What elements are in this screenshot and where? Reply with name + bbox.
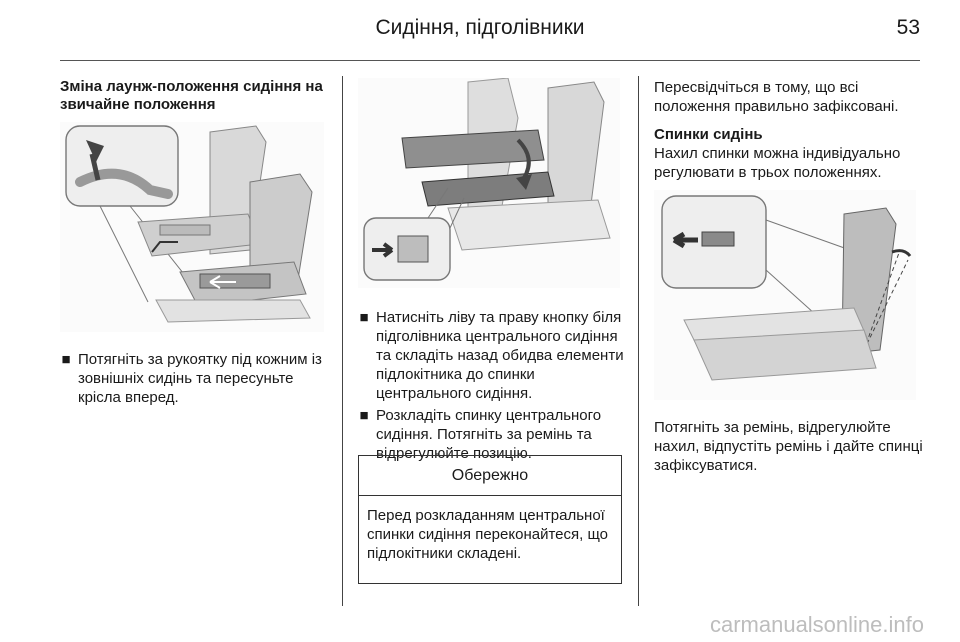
page-number: 53 <box>896 16 920 39</box>
column-2 <box>358 78 626 463</box>
bullet-marker: ■ <box>359 309 369 326</box>
caution-box <box>358 455 622 584</box>
body-paragraph: Нахил спинки можна індивідуально регулювати в трьох положеннях. <box>654 145 901 181</box>
list-item-text: Розкладіть спинку центрального сидіння. Потягніть за ремінь та відрегулюйте позицію. <box>376 407 602 462</box>
list-item-text: Потягніть за рукоятку під кожним із зовнішніх сидінь та пересуньте крісла вперед. <box>78 351 322 406</box>
list-item <box>60 350 332 407</box>
page-title: Сидіння, підголівники <box>375 16 585 39</box>
section-heading: Спинки сидінь <box>654 126 763 143</box>
section-heading: Зміна лаунж-положення сидіння на звичайне положення <box>60 78 323 113</box>
list-item-text: Натисніть ліву та праву кнопку біля підголівника центрального сидіння та складіть назад обидва елементи підлокітника до спинки центрального сидіння. <box>376 309 624 402</box>
column-3 <box>654 78 926 475</box>
column-1 <box>60 78 332 407</box>
header-divider <box>60 60 920 61</box>
seat-lounge-illustration <box>60 122 324 332</box>
seatback-recline-illustration <box>654 190 916 400</box>
bullet-marker: ■ <box>61 351 71 368</box>
list-item <box>358 308 626 403</box>
column-divider-right <box>638 76 639 606</box>
caution-text: Перед розкладанням центральної спинки сидіння переконайтеся, що підлокітники складені. <box>367 507 608 562</box>
caption-paragraph: Потягніть за ремінь, відрегулюйте нахил, відпустіть ремінь і дайте спинці зафіксуватися. <box>654 419 923 474</box>
watermark: carmanualsonline.info <box>709 612 924 637</box>
column-divider-left <box>342 76 343 606</box>
bullet-marker: ■ <box>359 407 369 424</box>
armrest-fold-illustration <box>358 78 620 288</box>
caution-title: Обережно <box>359 456 621 496</box>
intro-paragraph: Пересвідчіться в тому, що всі положення правильно зафіксовані. <box>654 79 899 115</box>
